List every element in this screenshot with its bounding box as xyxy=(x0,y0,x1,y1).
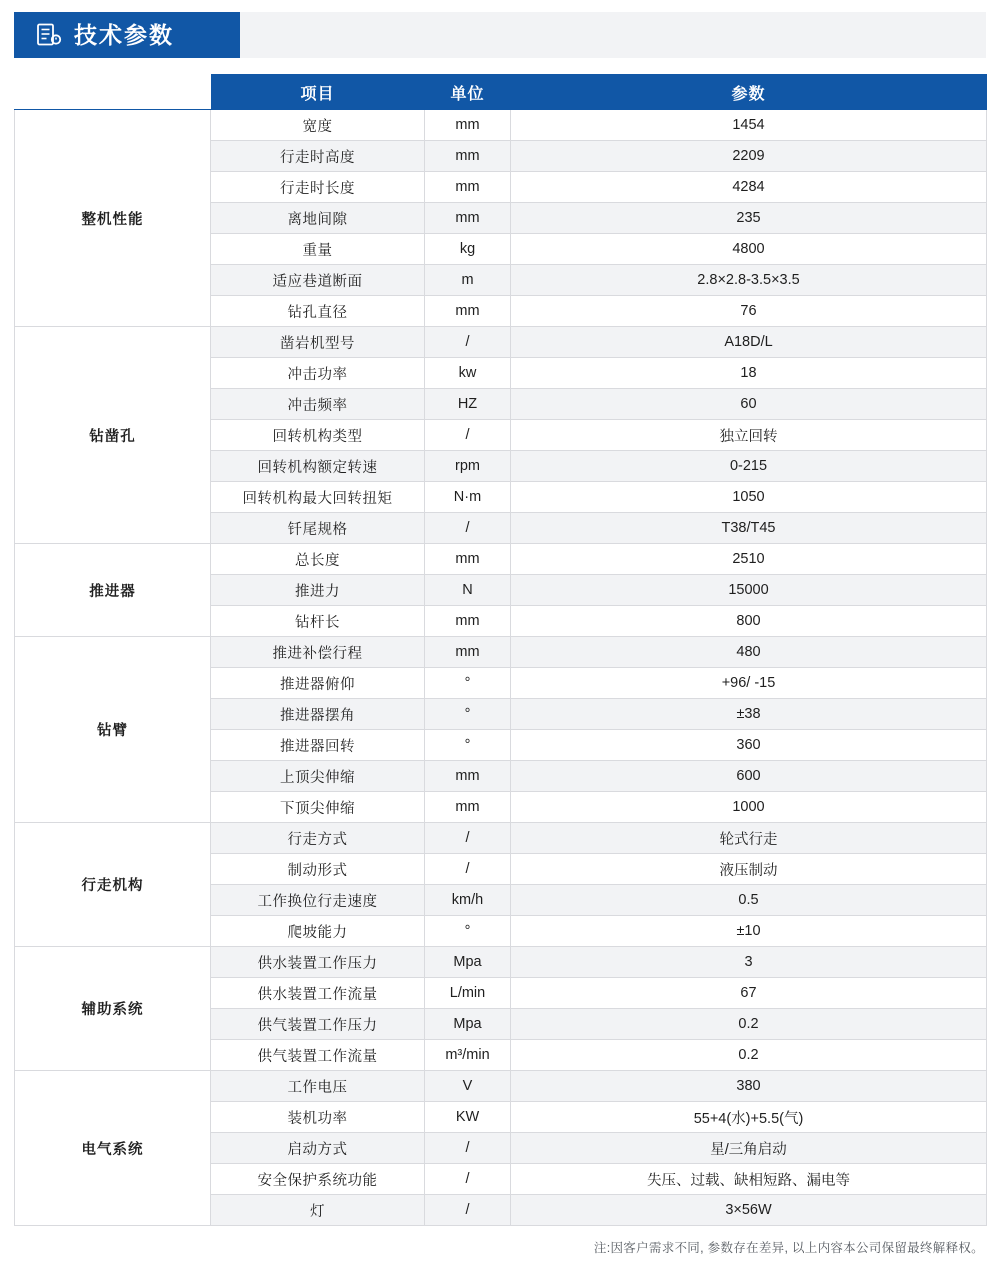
item-label: 行走时高度 xyxy=(211,141,425,172)
parameter-value: 0.5 xyxy=(511,885,987,916)
parameter-value: 1050 xyxy=(511,482,987,513)
unit-value: / xyxy=(425,823,511,854)
item-label: 推进补偿行程 xyxy=(211,637,425,668)
item-label: 灯 xyxy=(211,1195,425,1226)
table-row xyxy=(15,327,987,358)
parameter-value: 4284 xyxy=(511,172,987,203)
unit-value: kg xyxy=(425,234,511,265)
table-body xyxy=(15,110,987,1226)
parameter-value: 67 xyxy=(511,978,987,1009)
item-label: 供水装置工作流量 xyxy=(211,978,425,1009)
unit-value: mm xyxy=(425,203,511,234)
unit-value: ° xyxy=(425,699,511,730)
unit-value: ° xyxy=(425,730,511,761)
parameter-value: 480 xyxy=(511,637,987,668)
unit-value: km/h xyxy=(425,885,511,916)
table-header-cell-item: 项目 xyxy=(211,75,425,110)
spec-table-wrapper xyxy=(14,74,986,1226)
parameter-value: 独立回转 xyxy=(511,420,987,451)
unit-value: mm xyxy=(425,296,511,327)
item-label: 钻孔直径 xyxy=(211,296,425,327)
parameter-value: ±10 xyxy=(511,916,987,947)
unit-value: mm xyxy=(425,141,511,172)
item-label: 适应巷道断面 xyxy=(211,265,425,296)
parameter-value: 2.8×2.8-3.5×3.5 xyxy=(511,265,987,296)
unit-value: KW xyxy=(425,1102,511,1133)
page-header xyxy=(14,12,986,66)
unit-value: Mpa xyxy=(425,1009,511,1040)
spec-table xyxy=(14,74,987,1226)
table-row xyxy=(15,637,987,668)
item-label: 回转机构额定转速 xyxy=(211,451,425,482)
item-label: 推进器俯仰 xyxy=(211,668,425,699)
item-label: 行走时长度 xyxy=(211,172,425,203)
parameter-value: 360 xyxy=(511,730,987,761)
parameter-value: 2510 xyxy=(511,544,987,575)
item-label: 总长度 xyxy=(211,544,425,575)
item-label: 钻杆长 xyxy=(211,606,425,637)
parameter-value: T38/T45 xyxy=(511,513,987,544)
unit-value: / xyxy=(425,513,511,544)
unit-value: / xyxy=(425,854,511,885)
group-label-6: 电气系统 xyxy=(15,1071,211,1226)
parameter-value: 380 xyxy=(511,1071,987,1102)
item-label: 工作电压 xyxy=(211,1071,425,1102)
group-label-2: 推进器 xyxy=(15,544,211,637)
parameter-value: 轮式行走 xyxy=(511,823,987,854)
item-label: 重量 xyxy=(211,234,425,265)
table-row xyxy=(15,110,987,141)
unit-value: ° xyxy=(425,916,511,947)
parameter-value: 3×56W xyxy=(511,1195,987,1226)
unit-value: mm xyxy=(425,761,511,792)
table-header-cell-unit: 单位 xyxy=(425,75,511,110)
item-label: 回转机构类型 xyxy=(211,420,425,451)
unit-value: V xyxy=(425,1071,511,1102)
parameter-value: 800 xyxy=(511,606,987,637)
item-label: 推进器摆角 xyxy=(211,699,425,730)
unit-value: mm xyxy=(425,110,511,141)
item-label: 钎尾规格 xyxy=(211,513,425,544)
parameter-value: 76 xyxy=(511,296,987,327)
unit-value: ° xyxy=(425,668,511,699)
footer-note: 注:因客户需求不同, 参数存在差异, 以上内容本公司保留最终解释权。 xyxy=(593,1241,984,1255)
item-label: 安全保护系统功能 xyxy=(211,1164,425,1195)
unit-value: kw xyxy=(425,358,511,389)
parameter-value: 1000 xyxy=(511,792,987,823)
parameter-value: A18D/L xyxy=(511,327,987,358)
item-label: 冲击功率 xyxy=(211,358,425,389)
unit-value: Mpa xyxy=(425,947,511,978)
table-row xyxy=(15,544,987,575)
unit-value: HZ xyxy=(425,389,511,420)
unit-value: m³/min xyxy=(425,1040,511,1071)
item-label: 推进力 xyxy=(211,575,425,606)
item-label: 爬坡能力 xyxy=(211,916,425,947)
group-label-1: 钻凿孔 xyxy=(15,327,211,544)
item-label: 凿岩机型号 xyxy=(211,327,425,358)
parameter-value: 0.2 xyxy=(511,1009,987,1040)
item-label: 供水装置工作压力 xyxy=(211,947,425,978)
item-label: 启动方式 xyxy=(211,1133,425,1164)
item-label: 上顶尖伸缩 xyxy=(211,761,425,792)
table-header-cell-group xyxy=(15,75,211,110)
table-row xyxy=(15,1071,987,1102)
parameter-value: 600 xyxy=(511,761,987,792)
unit-value: mm xyxy=(425,637,511,668)
item-label: 行走方式 xyxy=(211,823,425,854)
item-label: 宽度 xyxy=(211,110,425,141)
group-label-5: 辅助系统 xyxy=(15,947,211,1071)
table-header-cell-value: 参数 xyxy=(511,75,987,110)
item-label: 供气装置工作流量 xyxy=(211,1040,425,1071)
unit-value: N xyxy=(425,575,511,606)
unit-value: N·m xyxy=(425,482,511,513)
unit-value: / xyxy=(425,1195,511,1226)
parameter-value: 0-215 xyxy=(511,451,987,482)
parameter-value: 3 xyxy=(511,947,987,978)
parameter-value: 15000 xyxy=(511,575,987,606)
parameter-value: 星/三角启动 xyxy=(511,1133,987,1164)
item-label: 回转机构最大回转扭矩 xyxy=(211,482,425,513)
unit-value: m xyxy=(425,265,511,296)
parameter-value: 液压制动 xyxy=(511,854,987,885)
unit-value: mm xyxy=(425,606,511,637)
group-label-4: 行走机构 xyxy=(15,823,211,947)
unit-value: / xyxy=(425,420,511,451)
header-title-tab xyxy=(14,12,240,58)
item-label: 供气装置工作压力 xyxy=(211,1009,425,1040)
table-row xyxy=(15,947,987,978)
parameter-value: 4800 xyxy=(511,234,987,265)
unit-value: L/min xyxy=(425,978,511,1009)
unit-value: mm xyxy=(425,792,511,823)
item-label: 离地间隙 xyxy=(211,203,425,234)
item-label: 推进器回转 xyxy=(211,730,425,761)
item-label: 装机功率 xyxy=(211,1102,425,1133)
parameter-value: 2209 xyxy=(511,141,987,172)
parameter-value: 235 xyxy=(511,203,987,234)
parameter-value: 55+4(水)+5.5(气) xyxy=(511,1102,987,1133)
parameter-value: 60 xyxy=(511,389,987,420)
parameter-value: 18 xyxy=(511,358,987,389)
parameter-value: 失压、过载、缺相短路、漏电等 xyxy=(511,1164,987,1195)
unit-value: mm xyxy=(425,172,511,203)
parameter-value: ±38 xyxy=(511,699,987,730)
page-title: 技术参数 xyxy=(74,21,174,48)
table-header-row xyxy=(15,75,987,110)
table-row xyxy=(15,823,987,854)
unit-value: / xyxy=(425,1133,511,1164)
group-label-0: 整机性能 xyxy=(15,110,211,327)
item-label: 工作换位行走速度 xyxy=(211,885,425,916)
unit-value: mm xyxy=(425,544,511,575)
unit-value: / xyxy=(425,1164,511,1195)
unit-value: rpm xyxy=(425,451,511,482)
item-label: 下顶尖伸缩 xyxy=(211,792,425,823)
parameter-value: 1454 xyxy=(511,110,987,141)
parameter-value: +96/ -15 xyxy=(511,668,987,699)
document-list-icon xyxy=(36,22,62,48)
item-label: 制动形式 xyxy=(211,854,425,885)
item-label: 冲击频率 xyxy=(211,389,425,420)
table-header xyxy=(15,75,987,110)
unit-value: / xyxy=(425,327,511,358)
parameter-value: 0.2 xyxy=(511,1040,987,1071)
spec-page xyxy=(0,12,1000,1267)
group-label-3: 钻臂 xyxy=(15,637,211,823)
